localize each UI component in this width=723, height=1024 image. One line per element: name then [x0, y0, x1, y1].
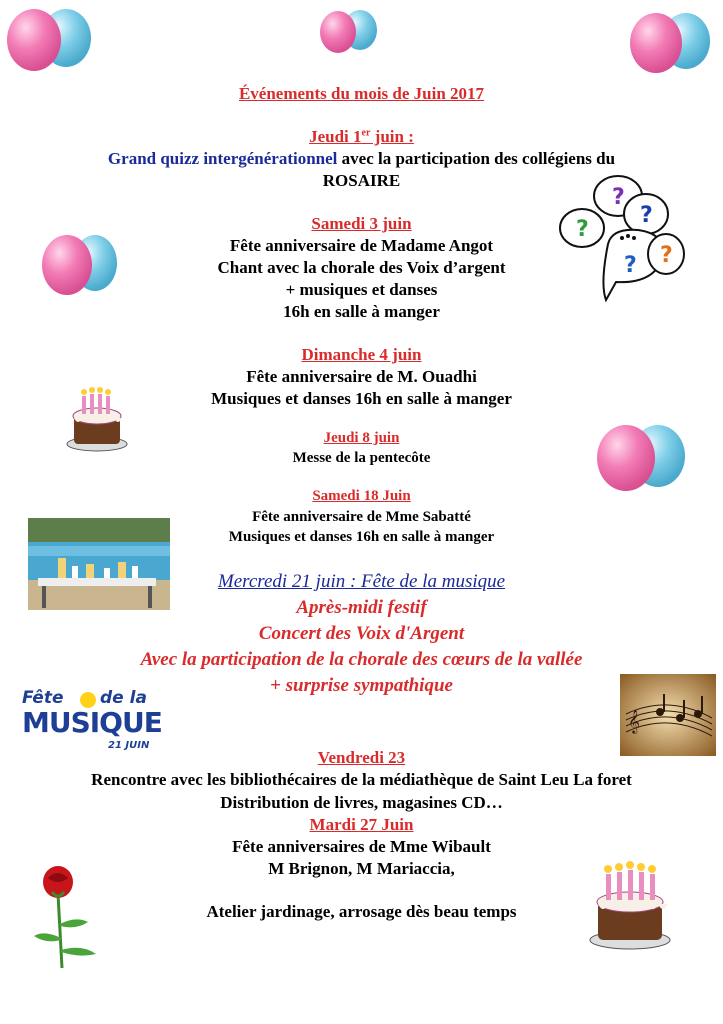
- event-date: Jeudi 8 juin: [323, 430, 400, 446]
- event-line: Fête anniversaire de M. Ouadhi: [246, 367, 477, 386]
- svg-text:𝄞: 𝄞: [628, 709, 640, 733]
- event-line: Rencontre avec les bibliothécaires de la médiathèque de Saint Leu La foret: [91, 770, 632, 789]
- event-date-sup: er: [361, 127, 371, 139]
- event-line: Avec la participation de la chorale des cœurs de la vallée: [140, 649, 583, 670]
- event-date-text: Jeudi 1: [309, 127, 362, 146]
- event-line: Fête anniversaires de Mme Wibault: [232, 837, 491, 856]
- event-highlight: Grand quizz intergénérationnel: [107, 149, 338, 168]
- event-line: + musiques et danses: [285, 280, 438, 299]
- balloons-icon: [4, 6, 96, 76]
- event-date: [0, 127, 723, 147]
- event-line: Après-midi festif: [296, 597, 427, 618]
- event-description: ROSAIRE: [322, 171, 401, 190]
- event-date-highlight: Mercredi 21 juin : Fête de la musique: [217, 571, 506, 592]
- question-mark: ?: [624, 253, 637, 278]
- event-line: Messe de la pentecôte: [292, 450, 431, 466]
- logo-text: 21 JUIN: [108, 740, 150, 751]
- event-date: Dimanche 4 juin: [301, 345, 422, 364]
- question-mark: ?: [576, 217, 589, 242]
- question-mark: ?: [660, 243, 673, 268]
- balloons-icon: [318, 8, 380, 56]
- event-date: Mardi 27 Juin: [309, 815, 414, 834]
- event-line: Fête anniversaire de Madame Angot: [229, 236, 494, 255]
- event-line: + surprise sympathique: [270, 675, 453, 696]
- event-line: Concert des Voix d'Argent: [258, 623, 465, 644]
- question-mark: ?: [640, 203, 653, 228]
- logo-text: de la: [100, 688, 147, 708]
- logo-text: MUSIQUE: [22, 706, 162, 739]
- event-line: Fête anniversaire de Mme Sabatté: [252, 509, 471, 525]
- logo-text: Fête: [22, 688, 64, 708]
- event-description-text: avec la participation des collégiens du: [337, 149, 616, 168]
- balloons-icon: [628, 10, 714, 76]
- event-line: Musiques et danses 16h en salle à manger: [211, 389, 512, 408]
- question-mark: ?: [612, 185, 625, 210]
- event-date: Samedi 3 juin: [311, 214, 412, 233]
- event-date: Samedi 18 Juin: [312, 488, 411, 504]
- event-line: Distribution de livres, magasines CD…: [220, 793, 503, 812]
- event-date: Vendredi 23: [317, 748, 406, 767]
- event-line: Chant avec la chorale des Voix d’argent: [217, 258, 506, 277]
- page-title: Événements du mois de Juin 2017: [238, 84, 485, 103]
- event-date-text: juin :: [370, 127, 414, 146]
- event-description: [0, 149, 723, 169]
- event-line: Musiques et danses 16h en salle à manger: [228, 529, 495, 545]
- event-line: M Brignon, M Mariaccia,: [268, 859, 455, 878]
- event-line: Atelier jardinage, arrosage dès beau temps: [206, 902, 517, 921]
- event-line: 16h en salle à manger: [283, 302, 440, 321]
